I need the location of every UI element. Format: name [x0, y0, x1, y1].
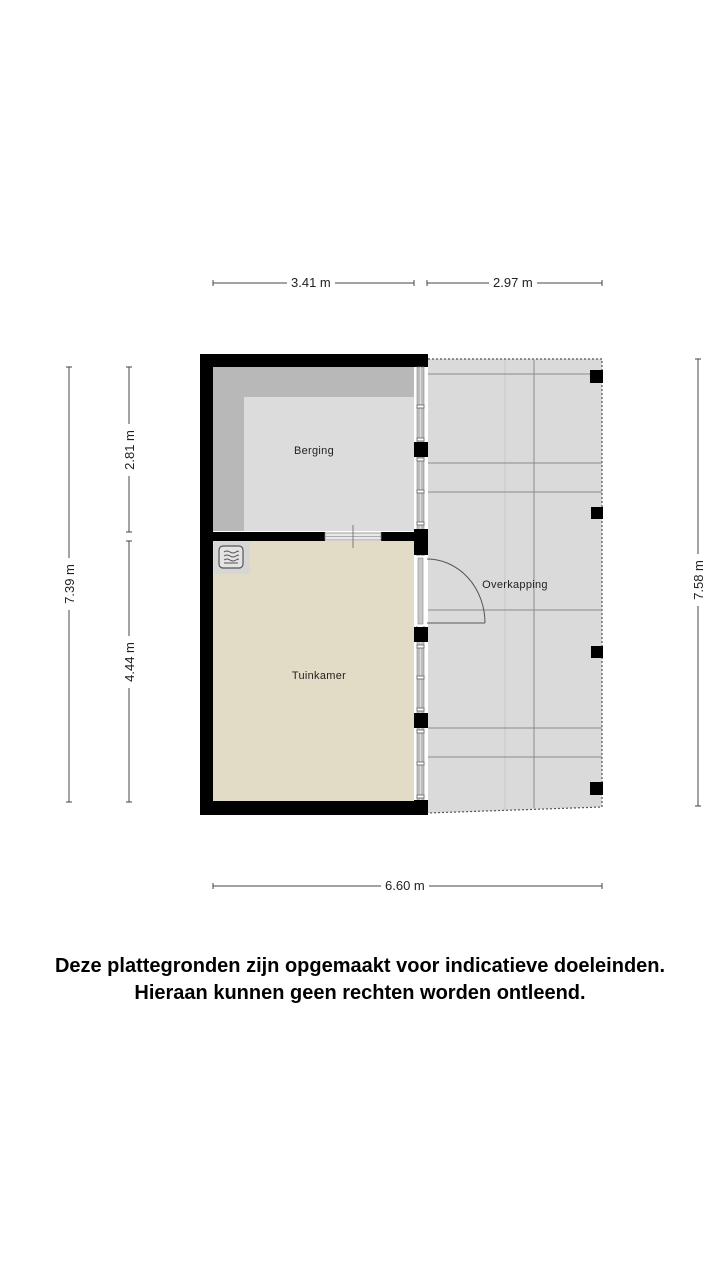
disclaimer-line-1: Deze plattegronden zijn opgemaakt voor indicatieve doeleinden. [54, 955, 666, 977]
glazed-facade [414, 367, 428, 815]
dimension-bottom: 6.60 m [381, 879, 429, 893]
disclaimer-line-2: Hieraan kunnen geen rechten worden ontleend. [134, 982, 586, 1004]
radiator-icon [214, 542, 250, 574]
dimension-left-outer: 7.39 m [63, 558, 77, 610]
room-label-tuinkamer: Tuinkamer [291, 670, 347, 682]
dimension-left-lower: 4.44 m [123, 636, 137, 688]
disclaimer [0, 953, 720, 1007]
dimension-top-right: 2.97 m [489, 276, 537, 290]
dimension-right: 7.58 m [692, 554, 706, 606]
room-label-berging: Berging [293, 445, 335, 457]
dimension-top-left: 3.41 m [287, 276, 335, 290]
dimension-left-upper: 2.81 m [123, 424, 137, 476]
room-label-overkapping: Overkapping [482, 579, 548, 591]
